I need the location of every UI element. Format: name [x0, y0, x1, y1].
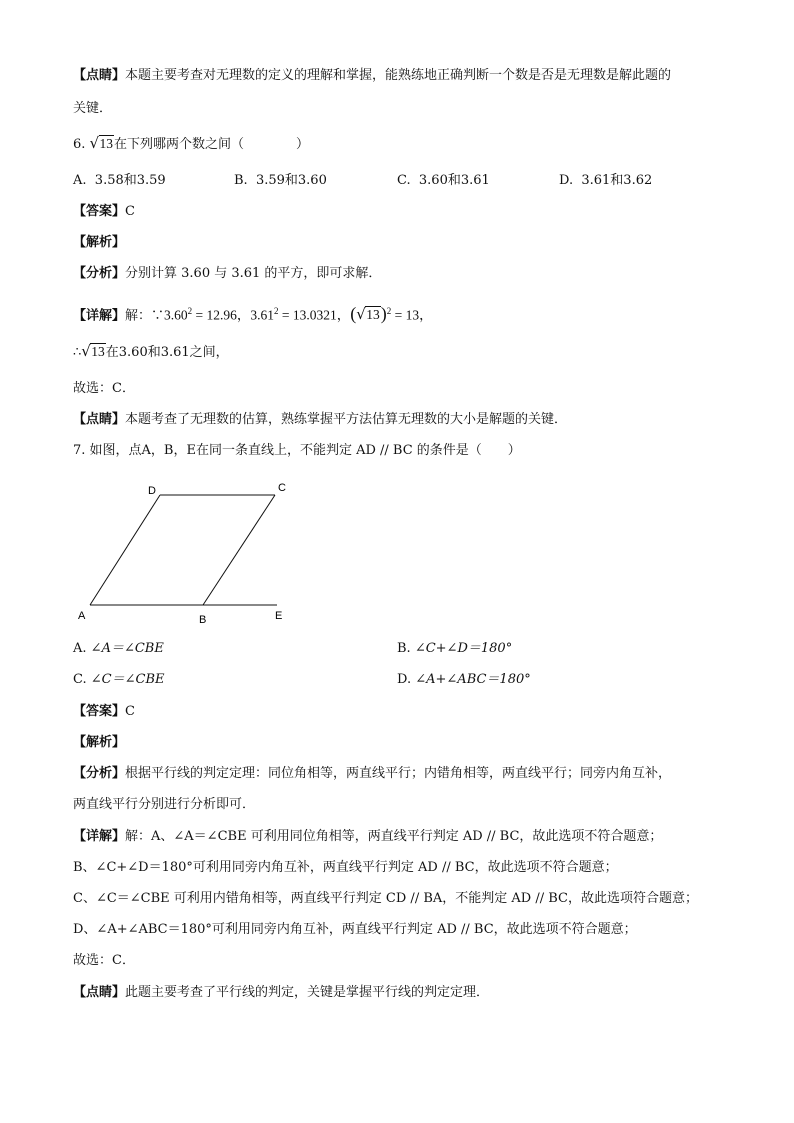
sqrt-expression: √ 13	[89, 134, 114, 152]
q7-comment: 【点睛】此题主要考查了平行线的判定，关键是掌握平行线的判定定理．	[73, 985, 490, 1000]
label-c: C	[278, 482, 286, 494]
q7-stem: 7. 如图，点A，B，E在同一条直线上，不能判定 AD // BC 的条件是（ ）	[73, 443, 521, 458]
q5-comment-line1	[73, 67, 671, 85]
label-b: B	[199, 614, 207, 626]
q7-option-a: A. ∠A＝∠CBE	[73, 641, 164, 656]
q7-analysis-tag: 【解析】	[73, 735, 126, 750]
q5-comment-text: 本题主要考查对无理数的定义的理解和掌握，能熟练地正确判断一个数是否是无理数是解此题的	[125, 68, 672, 83]
q6-analysis-tag: 【解析】	[73, 235, 126, 250]
q6-choose: 故选：C．	[73, 381, 135, 396]
q6-stem	[73, 135, 309, 154]
q6-answer: 【答案】C	[73, 204, 135, 219]
q6-option-c: C. 3.60和3.61	[397, 173, 490, 188]
question-number: 6.	[73, 137, 86, 152]
label-d: D	[148, 485, 156, 497]
q6-stem-text: 在下列哪两个数之间（ ）	[114, 137, 310, 152]
q7-detail-line4: D、∠A+∠ABC＝180°可利用同旁内角互补，两直线平行判定 AD // BC，故此选项不符合题意；	[73, 922, 637, 937]
parallelogram-figure	[70, 475, 300, 630]
segment-ad	[90, 495, 160, 605]
q7-choose: 故选：C．	[73, 953, 135, 968]
q6-option-b: B. 3.59和3.60	[234, 173, 327, 188]
label-a: A	[78, 610, 86, 622]
q7-fenxi-line2: 两直线平行分别进行分析即可．	[73, 797, 256, 812]
q7-fenxi-line1: 【分析】根据平行线的判定定理：同位角相等，两直线平行；内错角相等，两直线平行；同旁内角互补，	[73, 766, 672, 781]
q6-fenxi: 【分析】分别计算 3.60 与 3.61 的平方，即可求解．	[73, 266, 382, 281]
q6-option-a: A. 3.58和3.59	[73, 173, 166, 188]
q7-answer: 【答案】C	[73, 704, 135, 719]
q7-detail-line3: C、∠C＝∠CBE 可利用内错角相等，两直线平行判定 CD // BA，不能判定 AD // BC，故此选项符合题意；	[73, 891, 698, 906]
q7-option-c: C. ∠C＝∠CBE	[73, 672, 165, 687]
q7-detail-line2: B、∠C+∠D＝180°可利用同旁内角互补，两直线平行判定 AD // BC，故此选项不符合题意；	[73, 860, 618, 875]
q5-comment-line2: 关键．	[73, 101, 113, 116]
label-e: E	[275, 610, 283, 622]
q6-option-d: D. 3.61和3.62	[559, 173, 653, 188]
q7-option-d: D. ∠A+∠ABC＝180°	[397, 672, 531, 687]
q6-conclusion: ∴ √ 13在3.60和3.61之间，	[73, 342, 229, 360]
q6-detail: 【详解】解：$\because 3.60^2 = 12.96$，$3.61^2 = 13.0321$，( √ 13)$^2$ = 13，	[73, 303, 433, 324]
q6-comment: 【点睛】本题考查了无理数的估算，熟练掌握平方法估算无理数的大小是解题的关键．	[73, 412, 568, 427]
q7-detail-line1: 【详解】解：A、∠A＝∠CBE 可利用同位角相等，两直线平行判定 AD // BC，故此选项不符合题意；	[73, 829, 663, 844]
comment-tag: 【点睛】	[73, 68, 126, 83]
q7-option-b: B. ∠C+∠D＝180°	[397, 641, 513, 656]
segment-cb	[203, 495, 275, 605]
